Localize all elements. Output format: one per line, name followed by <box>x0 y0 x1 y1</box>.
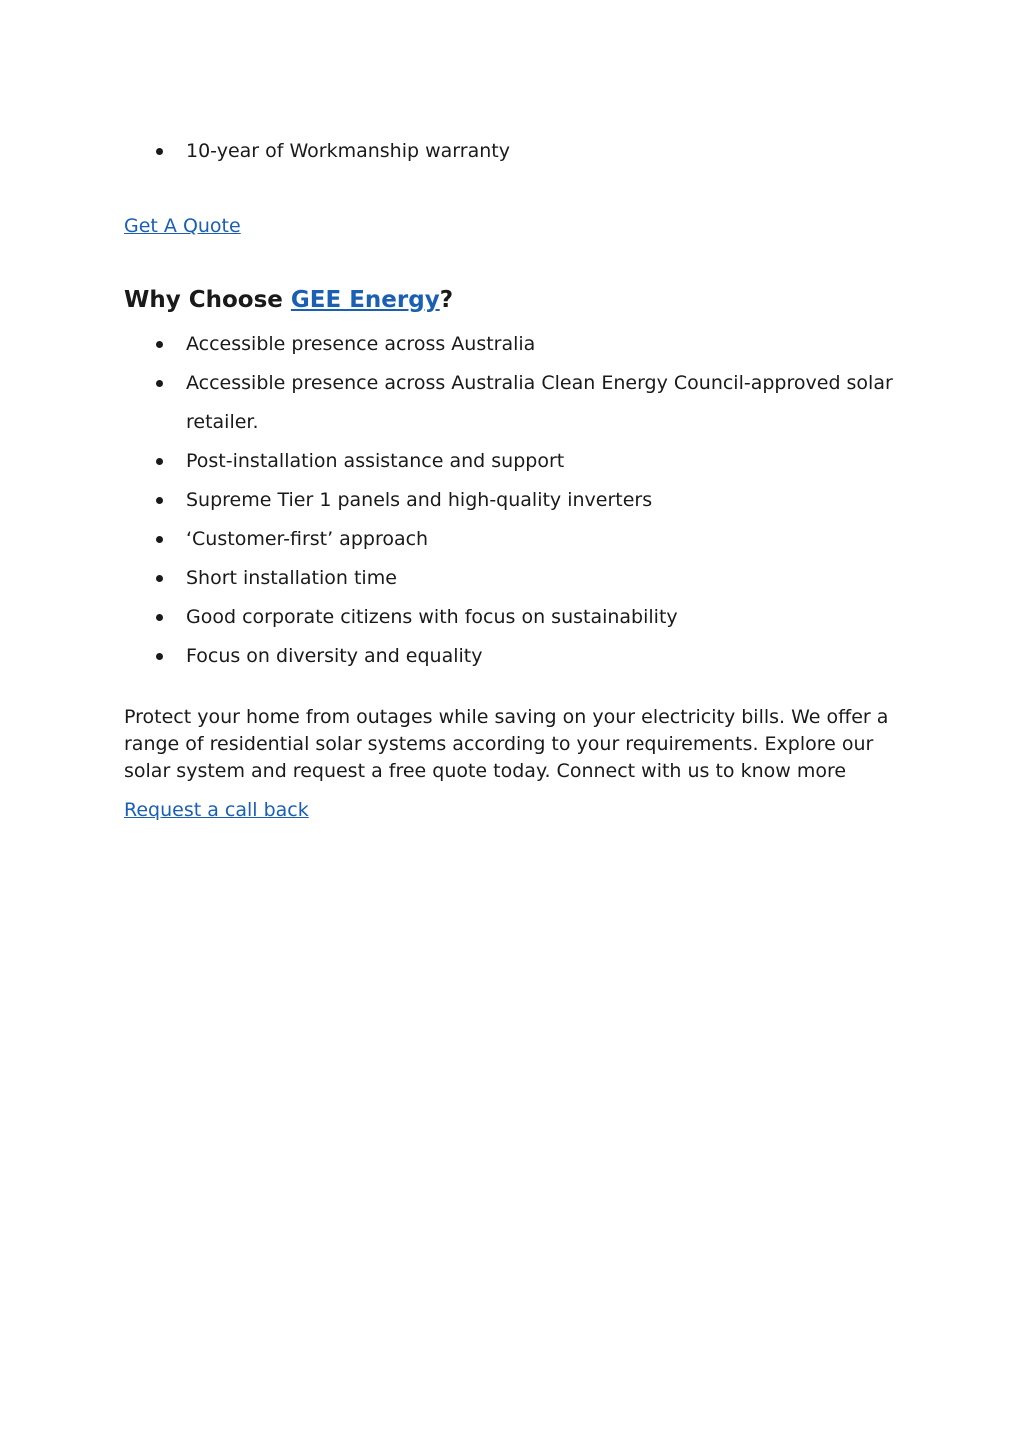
list-item <box>124 364 904 442</box>
get-a-quote-link[interactable]: Get A Quote <box>124 215 241 237</box>
bullet-icon <box>156 575 163 582</box>
gee-energy-link[interactable]: GEE Energy <box>290 287 440 313</box>
section-heading <box>124 287 453 313</box>
list-item-text: Short installation time <box>186 567 397 589</box>
list-item-text: Post-installation assistance and support <box>186 450 565 472</box>
bullet-icon <box>156 497 163 504</box>
reasons-list <box>124 325 904 676</box>
bullet-icon <box>156 653 163 660</box>
request-call-back-link[interactable]: Request a call back <box>124 799 309 821</box>
list-item <box>124 325 904 364</box>
list-item <box>124 481 904 520</box>
list-item <box>124 637 904 676</box>
bullet-icon <box>156 458 163 465</box>
list-item-text: ‘Customer-first’ approach <box>186 528 429 550</box>
list-item-text: Supreme Tier 1 panels and high-quality inverters <box>186 489 653 511</box>
bullet-icon <box>156 536 163 543</box>
list-item-text: Accessible presence across Australia Clean Energy Council-approved solar retailer. <box>186 372 893 433</box>
list-item-text: Focus on diversity and equality <box>186 645 483 667</box>
list-item <box>124 598 904 637</box>
list-item-text: 10-year of Workmanship warranty <box>186 140 510 162</box>
bullet-icon <box>156 341 163 348</box>
bullet-icon <box>156 380 163 387</box>
list-item <box>124 132 904 170</box>
list-item <box>124 442 904 481</box>
list-item <box>124 520 904 559</box>
list-item-text: Good corporate citizens with focus on sustainability <box>186 606 678 628</box>
heading-prefix: Why Choose <box>124 287 291 313</box>
list-item-text: Accessible presence across Australia <box>186 333 536 355</box>
heading-suffix: ? <box>439 287 454 313</box>
warranty-list <box>124 132 904 170</box>
body-paragraph: Protect your home from outages while saving on your electricity bills. We offer a range of residential solar systems according to your requirements. Explore our solar system and request a free quote today. Connect with us to know more <box>124 706 889 782</box>
bullet-icon <box>156 148 163 155</box>
bullet-icon <box>156 614 163 621</box>
list-item <box>124 559 904 598</box>
